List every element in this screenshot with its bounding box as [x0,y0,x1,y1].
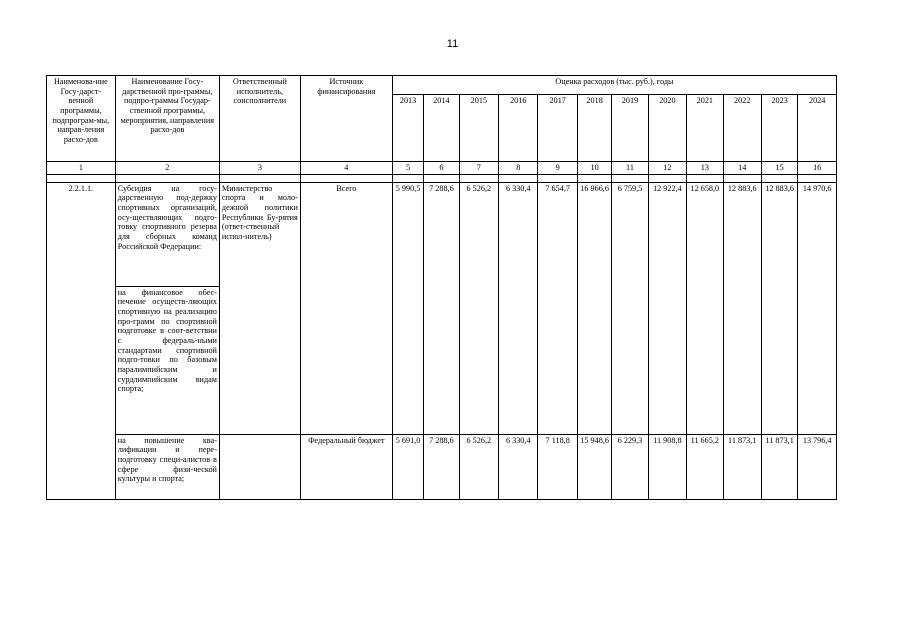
column-number: 6 [424,162,459,175]
measure-name: на финансовое обес-печение осуществ-ляющих спортивную на реализацию про-грамм по спортивной подготовке в соот-ветствии с федераль-ными стандартами спортивной подго-товки по базовым паралимпийским и сурдлимпийским видам спорта; [115,286,219,434]
measure-name: Субсидия на госу-дарственную под-держку спортивных организаций, осу-ществляющих подго-товку спортивного резерва для сборных команд Российской Федерации: [115,182,219,286]
page-number: 11 [446,38,459,50]
column-number: 14 [723,162,761,175]
value-cell: 13 796,4 [798,434,837,499]
header-source: Источник финансирования [300,76,392,162]
budget-table [46,75,837,500]
header-measure: Наименование Госу-дарственной про-граммы, подпро-граммы Государ-ственной программы, мероприятия, направления расхо-дов [115,76,219,162]
value-cell: 16 966,6 [577,182,611,434]
column-number: 1 [47,162,116,175]
measure-name: на повышение ква-лификации и пере-подготовку специ-алистов в сфере физи-ческой культуры и спорта; [115,434,219,499]
value-cell: 11 665,2 [687,434,723,499]
column-number: 12 [648,162,686,175]
header-year: 2018 [577,95,611,162]
header-year: 2014 [424,95,459,162]
value-cell: 6 229,3 [612,434,648,499]
header-year: 2016 [499,95,538,162]
value-cell: 11 908,8 [648,434,686,499]
column-number: 3 [219,162,300,175]
value-cell: 7 288,6 [424,434,459,499]
executor-continuation [219,434,300,499]
header-year: 2023 [761,95,797,162]
value-cell: 6 330,4 [499,434,538,499]
value-cell: 5 691,0 [392,434,423,499]
header-row [47,76,837,95]
value-cell: 7 654,7 [538,182,577,434]
header-year: 2024 [798,95,837,162]
value-cell: 6 330,4 [499,182,538,434]
spacer-row [47,174,837,182]
source-total: Всего [300,182,392,434]
column-number: 8 [499,162,538,175]
column-number: 2 [115,162,219,175]
value-cell: 12 883,6 [761,182,797,434]
header-year: 2019 [612,95,648,162]
table-row [47,182,837,286]
executor-name: Министерство спорта и моло-дежной политики Республики Бу-рятия (ответ-ственный испол-нитель) [219,182,300,434]
value-cell: 14 970,6 [798,182,837,434]
header-year: 2020 [648,95,686,162]
header-year: 2022 [723,95,761,162]
value-cell: 7 118,8 [538,434,577,499]
value-cell: 11 873,1 [761,434,797,499]
value-cell: 12 922,4 [648,182,686,434]
value-cell: 11 873,1 [723,434,761,499]
column-number: 15 [761,162,797,175]
header-executor: Ответственный исполнитель, соисполнители [219,76,300,162]
column-number: 16 [798,162,837,175]
value-cell: 6 759,5 [612,182,648,434]
column-number: 7 [459,162,498,175]
value-cell: 5 990,5 [392,182,423,434]
value-cell: 12 658,0 [687,182,723,434]
column-number: 13 [687,162,723,175]
value-cell: 6 526,2 [459,182,498,434]
column-number: 10 [577,162,611,175]
source-federal: Федеральный бюджет [300,434,392,499]
header-program: Наименова-ние Госу-дарст-венной программы, подпрограм-мы, направ-ления расхо-дов [47,76,116,162]
column-number: 9 [538,162,577,175]
header-year: 2021 [687,95,723,162]
header-year: 2013 [392,95,423,162]
column-number-row [47,162,837,175]
column-number: 5 [392,162,423,175]
row-code: 2.2.1.1. [47,182,116,499]
value-cell: 12 883,6 [723,182,761,434]
table-row [47,434,837,499]
header-year: 2017 [538,95,577,162]
header-estimate: Оценка расходов (тыс. руб.), годы [392,76,836,95]
value-cell: 7 288,6 [424,182,459,434]
value-cell: 6 526,2 [459,434,498,499]
value-cell: 15 948,6 [577,434,611,499]
header-year: 2015 [459,95,498,162]
column-number: 11 [612,162,648,175]
column-number: 4 [300,162,392,175]
